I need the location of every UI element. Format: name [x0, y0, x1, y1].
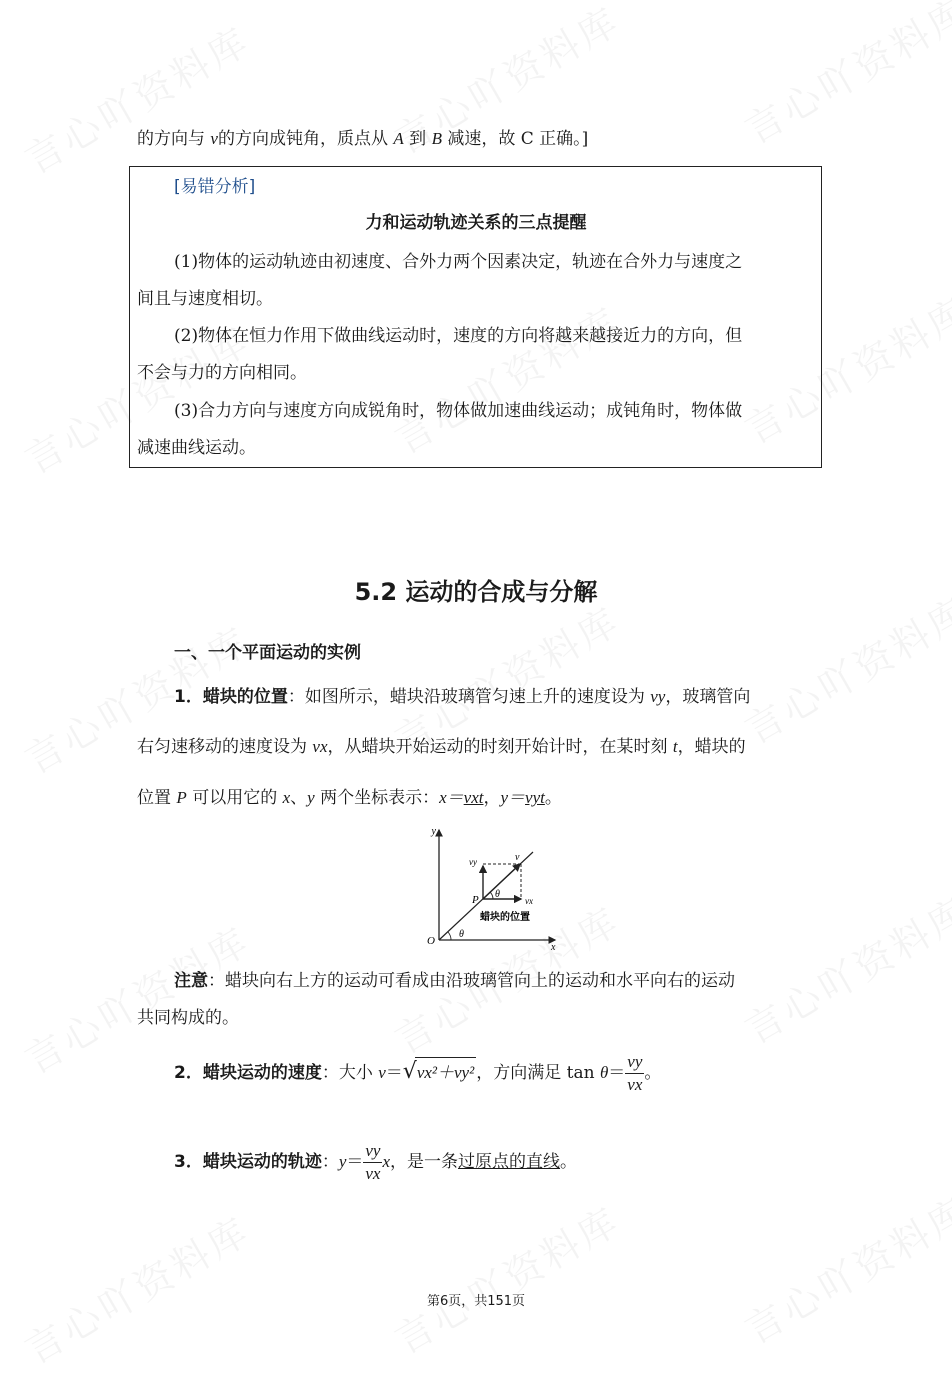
heading-example: 一、一个平面运动的实例 — [174, 643, 361, 663]
item2-line: 2．蜡块运动的速度：大小 v＝√vx²＋vy² ，方向满足 tan θ＝ $\frac{vy}{vx}$ 。 — [174, 1052, 662, 1094]
fraction: $\frac{vy}{vx}$ — [627, 1052, 643, 1094]
y-axis-label: y — [431, 826, 436, 837]
box-title: 力和运动轨迹关系的三点提醒 — [365, 213, 587, 233]
origin-label: O — [427, 935, 435, 947]
section-title: 5.2 运动的合成与分解 — [354, 578, 598, 606]
box-paragraph-3-cont: 减速曲线运动。 — [137, 438, 256, 458]
item1-line2: 右匀速移动的速度设为 vx，从蜡块开始运动的时刻开始计时，在某时刻 t，蜡块的 — [137, 737, 746, 757]
intro-line: 的方向与 v的方向成钝角，质点从 A 到 B 减速，故 C 正确。] — [137, 129, 589, 149]
velocity-v-arrow — [483, 864, 520, 899]
note-line2: 共同构成的。 — [137, 1008, 239, 1028]
box-paragraph-3: (3)合力方向与速度方向成锐角时，物体做加速曲线运动；成钝角时，物体做 — [174, 401, 743, 421]
item1-line1: 1．蜡块的位置：如图所示，蜡块沿玻璃管匀速上升的速度设为 vy，玻璃管向 — [174, 687, 751, 707]
box-tag: [易错分析] — [174, 177, 256, 197]
figure-caption: 蜡块的位置 — [480, 912, 530, 923]
item1-line3: 位置 P 可以用它的 x、y 两个坐标表示：x＝vxt，y＝vyt。 — [137, 788, 562, 808]
vx-label: vx — [525, 896, 533, 906]
angle-arc — [448, 932, 451, 940]
theta-label: θ — [495, 889, 500, 900]
x-axis-label: x — [551, 942, 556, 952]
watermark — [13, 11, 259, 185]
v-label: v — [515, 852, 520, 863]
box-paragraph-1-cont: 间且与速度相切。 — [137, 289, 273, 309]
vy-label: vy — [469, 857, 477, 867]
watermark — [383, 1191, 629, 1365]
theta-label: θ — [459, 929, 464, 940]
watermark — [13, 1201, 259, 1374]
page-footer: 第6页，共151页 — [426, 1294, 526, 1309]
fraction: $\frac{vy}{vx}$ — [365, 1141, 381, 1183]
watermark — [733, 881, 952, 1055]
box-paragraph-2-cont: 不会与力的方向相同。 — [137, 363, 307, 383]
candle-position-figure — [425, 822, 565, 952]
box-paragraph-1: (1)物体的运动轨迹由初速度、合外力两个因素决定，轨迹在合外力与速度之 — [174, 252, 743, 272]
sqrt-sign: √ — [402, 1059, 417, 1084]
angle-arc — [490, 892, 493, 899]
item3-line: 3．蜡块运动的轨迹：y＝ $\frac{vy}{vx}$ x，是一条过原点的直线。 — [174, 1141, 578, 1183]
watermark — [733, 0, 952, 154]
box-paragraph-2: (2)物体在恒力作用下做曲线运动时，速度的方向将越来越接近力的方向，但 — [174, 326, 743, 346]
watermark — [733, 1181, 952, 1355]
note-line1: 注意：蜡块向右上方的运动可看成由沿玻璃管向上的运动和水平向右的运动 — [174, 971, 735, 991]
point-p-label: P — [472, 894, 479, 906]
